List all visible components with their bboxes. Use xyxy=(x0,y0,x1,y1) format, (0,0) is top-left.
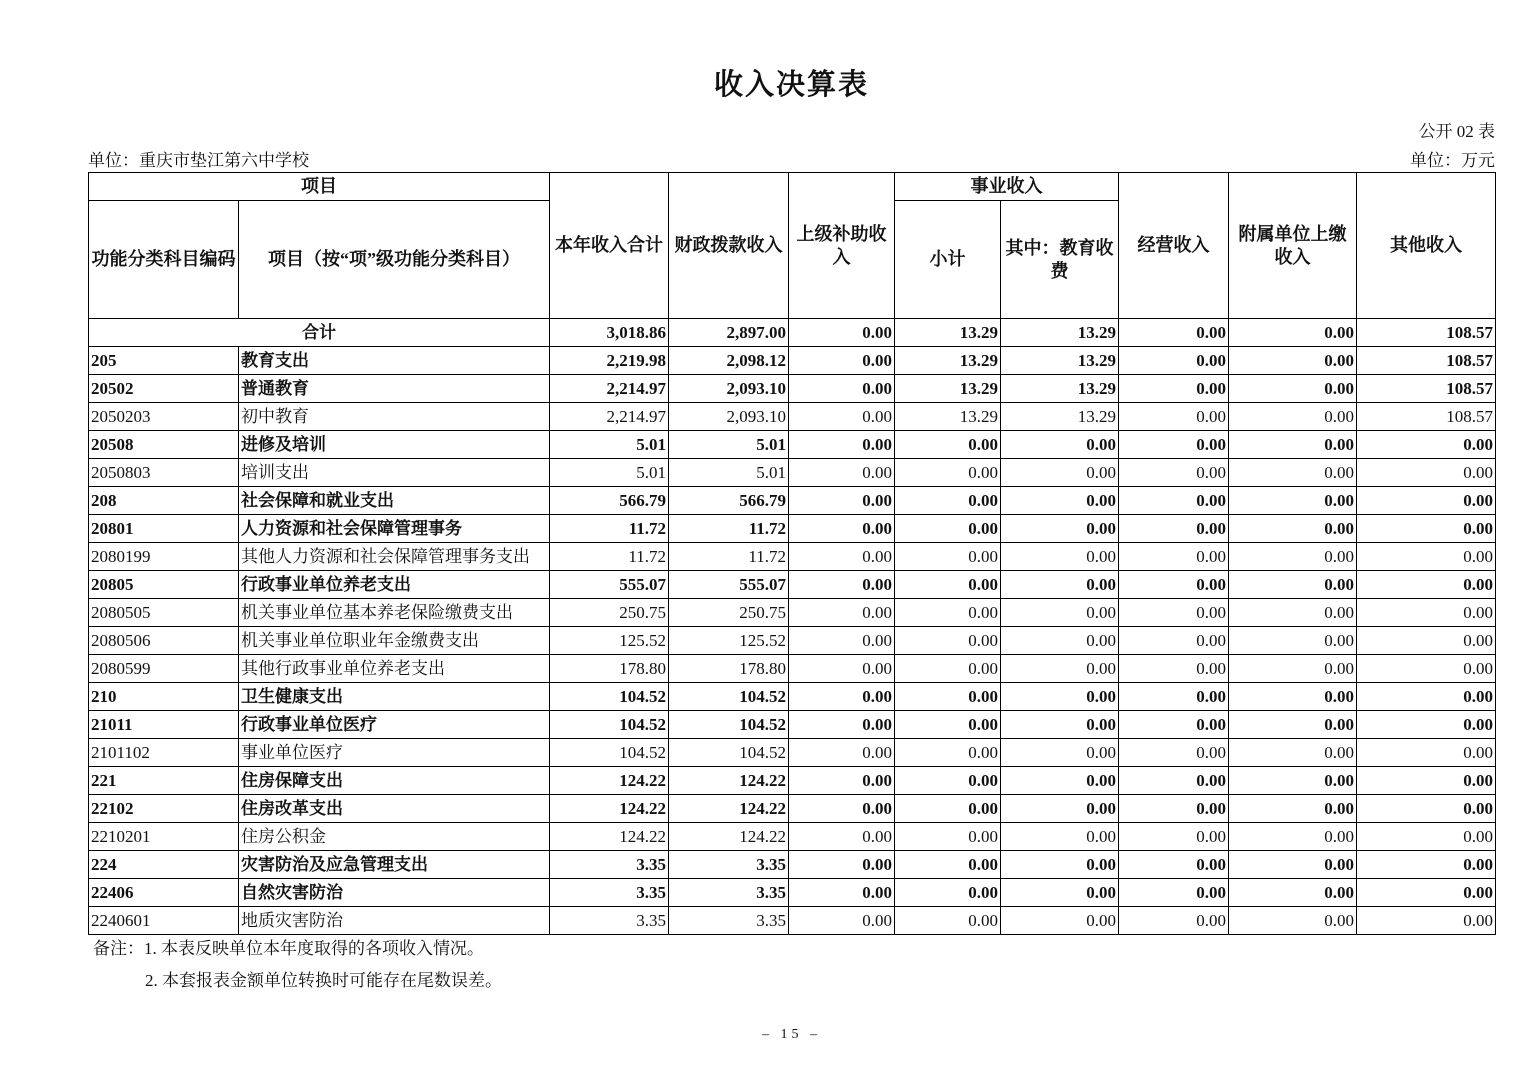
item-cell: 住房改革支出 xyxy=(239,795,550,823)
value-cell: 0.00 xyxy=(1119,627,1229,655)
footnotes xyxy=(93,940,502,1004)
value-cell: 0.00 xyxy=(789,431,895,459)
value-cell: 0.00 xyxy=(789,795,895,823)
value-cell: 0.00 xyxy=(1229,515,1357,543)
value-cell: 0.00 xyxy=(789,711,895,739)
value-cell: 2,093.10 xyxy=(669,375,789,403)
value-cell: 0.00 xyxy=(1357,655,1496,683)
value-cell: 0.00 xyxy=(1119,907,1229,935)
value-cell: 0.00 xyxy=(1229,543,1357,571)
item-cell: 机关事业单位职业年金缴费支出 xyxy=(239,627,550,655)
code-cell: 2050803 xyxy=(89,459,239,487)
value-cell: 108.57 xyxy=(1357,375,1496,403)
value-cell: 108.57 xyxy=(1357,403,1496,431)
value-cell: 13.29 xyxy=(895,319,1001,347)
value-cell: 0.00 xyxy=(789,347,895,375)
value-cell: 0.00 xyxy=(1229,571,1357,599)
value-cell: 3,018.86 xyxy=(550,319,669,347)
value-cell: 125.52 xyxy=(550,627,669,655)
value-cell: 0.00 xyxy=(1001,767,1119,795)
value-cell: 0.00 xyxy=(1119,543,1229,571)
income-table xyxy=(88,172,1496,935)
value-cell: 0.00 xyxy=(1357,571,1496,599)
value-cell: 0.00 xyxy=(1229,375,1357,403)
value-cell: 0.00 xyxy=(1119,487,1229,515)
value-cell: 0.00 xyxy=(1119,375,1229,403)
value-cell: 13.29 xyxy=(1001,403,1119,431)
value-cell: 0.00 xyxy=(1001,515,1119,543)
header-other: 其他收入 xyxy=(1357,173,1496,319)
table-header xyxy=(89,173,1496,319)
value-cell: 0.00 xyxy=(1357,739,1496,767)
value-cell: 3.35 xyxy=(669,851,789,879)
value-cell: 0.00 xyxy=(1001,851,1119,879)
value-cell: 178.80 xyxy=(550,655,669,683)
table-row xyxy=(89,823,1496,851)
value-cell: 13.29 xyxy=(1001,375,1119,403)
table-row xyxy=(89,655,1496,683)
code-cell: 22102 xyxy=(89,795,239,823)
value-cell: 0.00 xyxy=(1001,795,1119,823)
value-cell: 13.29 xyxy=(895,403,1001,431)
value-cell: 124.22 xyxy=(669,823,789,851)
form-label: 公开 02 表 xyxy=(1418,122,1495,141)
table-row xyxy=(89,683,1496,711)
item-cell: 社会保障和就业支出 xyxy=(239,487,550,515)
value-cell: 0.00 xyxy=(1001,627,1119,655)
value-cell: 108.57 xyxy=(1357,347,1496,375)
value-cell: 124.22 xyxy=(669,795,789,823)
value-cell: 0.00 xyxy=(789,767,895,795)
value-cell: 0.00 xyxy=(789,571,895,599)
value-cell: 0.00 xyxy=(895,851,1001,879)
value-cell: 0.00 xyxy=(895,711,1001,739)
item-cell: 灾害防治及应急管理支出 xyxy=(239,851,550,879)
note-1: 备注：1. 本表反映单位本年度取得的各项收入情况。 xyxy=(93,939,484,958)
header-edu-fee: 其中：教育收费 xyxy=(1001,201,1119,319)
code-cell: 2080599 xyxy=(89,655,239,683)
value-cell: 0.00 xyxy=(1119,347,1229,375)
value-cell: 0.00 xyxy=(1229,403,1357,431)
item-cell: 教育支出 xyxy=(239,347,550,375)
value-cell: 0.00 xyxy=(1119,851,1229,879)
item-cell: 地质灾害防治 xyxy=(239,907,550,935)
value-cell: 108.57 xyxy=(1357,319,1496,347)
page-number: – 15 – xyxy=(762,1027,821,1042)
table-row xyxy=(89,711,1496,739)
value-cell: 0.00 xyxy=(1357,515,1496,543)
item-cell: 机关事业单位基本养老保险缴费支出 xyxy=(239,599,550,627)
value-cell: 0.00 xyxy=(1119,515,1229,543)
value-cell: 250.75 xyxy=(550,599,669,627)
value-cell: 555.07 xyxy=(550,571,669,599)
value-cell: 566.79 xyxy=(669,487,789,515)
code-cell: 210 xyxy=(89,683,239,711)
value-cell: 0.00 xyxy=(1001,571,1119,599)
header-code: 功能分类科目编码 xyxy=(89,201,239,319)
value-cell: 3.35 xyxy=(669,907,789,935)
value-cell: 0.00 xyxy=(1119,655,1229,683)
value-cell: 0.00 xyxy=(1001,907,1119,935)
value-cell: 104.52 xyxy=(550,683,669,711)
value-cell: 0.00 xyxy=(895,543,1001,571)
value-cell: 104.52 xyxy=(550,711,669,739)
value-cell: 0.00 xyxy=(1001,711,1119,739)
value-cell: 5.01 xyxy=(669,459,789,487)
item-cell: 自然灾害防治 xyxy=(239,879,550,907)
value-cell: 0.00 xyxy=(1357,599,1496,627)
value-cell: 2,098.12 xyxy=(669,347,789,375)
value-cell: 0.00 xyxy=(1357,431,1496,459)
value-cell: 13.29 xyxy=(1001,319,1119,347)
value-cell: 2,214.97 xyxy=(550,375,669,403)
value-cell: 0.00 xyxy=(1119,823,1229,851)
value-cell: 0.00 xyxy=(1229,487,1357,515)
value-cell: 0.00 xyxy=(1357,879,1496,907)
value-cell: 0.00 xyxy=(789,823,895,851)
value-cell: 566.79 xyxy=(550,487,669,515)
value-cell: 2,214.97 xyxy=(550,403,669,431)
value-cell: 0.00 xyxy=(895,767,1001,795)
value-cell: 0.00 xyxy=(895,571,1001,599)
value-cell: 0.00 xyxy=(789,403,895,431)
value-cell: 0.00 xyxy=(895,795,1001,823)
code-cell: 2101102 xyxy=(89,739,239,767)
value-cell: 555.07 xyxy=(669,571,789,599)
value-cell: 0.00 xyxy=(1119,879,1229,907)
value-cell: 0.00 xyxy=(1229,319,1357,347)
value-cell: 0.00 xyxy=(1001,823,1119,851)
code-cell: 2080199 xyxy=(89,543,239,571)
value-cell: 0.00 xyxy=(1001,879,1119,907)
value-cell: 0.00 xyxy=(1357,851,1496,879)
unit-line xyxy=(88,146,1495,171)
value-cell: 0.00 xyxy=(895,599,1001,627)
code-cell: 221 xyxy=(89,767,239,795)
item-cell: 普通教育 xyxy=(239,375,550,403)
value-cell: 0.00 xyxy=(895,487,1001,515)
value-cell: 124.22 xyxy=(550,795,669,823)
value-cell: 0.00 xyxy=(1001,599,1119,627)
value-cell: 0.00 xyxy=(789,515,895,543)
value-cell: 0.00 xyxy=(1357,711,1496,739)
table-row xyxy=(89,543,1496,571)
value-cell: 0.00 xyxy=(1357,795,1496,823)
table-row xyxy=(89,319,1496,347)
value-cell: 13.29 xyxy=(895,347,1001,375)
note-2: 2. 本套报表金额单位转换时可能存在尾数误差。 xyxy=(145,971,502,990)
header-item-group: 项目 xyxy=(89,173,550,201)
value-cell: 0.00 xyxy=(1119,739,1229,767)
value-cell: 0.00 xyxy=(1229,823,1357,851)
code-cell: 2050203 xyxy=(89,403,239,431)
item-cell: 人力资源和社会保障管理事务 xyxy=(239,515,550,543)
value-cell: 3.35 xyxy=(550,879,669,907)
table-row xyxy=(89,347,1496,375)
item-cell: 其他人力资源和社会保障管理事务支出 xyxy=(239,543,550,571)
value-cell: 124.22 xyxy=(669,767,789,795)
code-cell: 208 xyxy=(89,487,239,515)
value-cell: 178.80 xyxy=(669,655,789,683)
table-row xyxy=(89,739,1496,767)
value-cell: 11.72 xyxy=(550,543,669,571)
code-cell: 2080505 xyxy=(89,599,239,627)
item-cell: 其他行政事业单位养老支出 xyxy=(239,655,550,683)
item-cell: 培训支出 xyxy=(239,459,550,487)
item-cell: 住房公积金 xyxy=(239,823,550,851)
table-row xyxy=(89,375,1496,403)
value-cell: 0.00 xyxy=(1229,655,1357,683)
value-cell: 104.52 xyxy=(669,711,789,739)
page-title: 收入决算表 xyxy=(713,69,869,101)
item-cell: 初中教育 xyxy=(239,403,550,431)
value-cell: 3.35 xyxy=(550,907,669,935)
header-total: 本年收入合计 xyxy=(550,173,669,319)
value-cell: 0.00 xyxy=(1357,767,1496,795)
item-cell: 住房保障支出 xyxy=(239,767,550,795)
value-cell: 0.00 xyxy=(1001,543,1119,571)
item-cell: 事业单位医疗 xyxy=(239,739,550,767)
value-cell: 2,219.98 xyxy=(550,347,669,375)
table-row xyxy=(89,795,1496,823)
value-cell: 0.00 xyxy=(1229,851,1357,879)
value-cell: 0.00 xyxy=(1119,319,1229,347)
value-cell: 0.00 xyxy=(1357,683,1496,711)
value-cell: 0.00 xyxy=(1229,431,1357,459)
header-operating: 经营收入 xyxy=(1119,173,1229,319)
value-cell: 0.00 xyxy=(895,627,1001,655)
code-cell: 224 xyxy=(89,851,239,879)
value-cell: 0.00 xyxy=(789,627,895,655)
code-cell: 205 xyxy=(89,347,239,375)
value-cell: 0.00 xyxy=(789,907,895,935)
value-cell: 0.00 xyxy=(1229,879,1357,907)
value-cell: 0.00 xyxy=(895,459,1001,487)
header-business-group: 事业收入 xyxy=(895,173,1119,201)
value-cell: 0.00 xyxy=(895,739,1001,767)
value-cell: 0.00 xyxy=(789,599,895,627)
value-cell: 104.52 xyxy=(669,683,789,711)
table-row xyxy=(89,403,1496,431)
value-cell: 0.00 xyxy=(789,655,895,683)
code-cell: 2210201 xyxy=(89,823,239,851)
value-cell: 2,897.00 xyxy=(669,319,789,347)
value-cell: 0.00 xyxy=(1001,683,1119,711)
value-cell: 3.35 xyxy=(550,851,669,879)
value-cell: 0.00 xyxy=(895,879,1001,907)
value-cell: 0.00 xyxy=(1119,599,1229,627)
table-row xyxy=(89,571,1496,599)
value-cell: 0.00 xyxy=(1229,711,1357,739)
table-row xyxy=(89,487,1496,515)
currency-unit: 单位：万元 xyxy=(1410,151,1495,170)
value-cell: 0.00 xyxy=(1357,907,1496,935)
value-cell: 0.00 xyxy=(895,655,1001,683)
value-cell: 0.00 xyxy=(1001,655,1119,683)
table-row xyxy=(89,459,1496,487)
value-cell: 11.72 xyxy=(550,515,669,543)
value-cell: 3.35 xyxy=(669,879,789,907)
reporting-unit: 单位：重庆市垫江第六中学校 xyxy=(88,151,309,170)
value-cell: 0.00 xyxy=(1229,739,1357,767)
value-cell: 0.00 xyxy=(1229,907,1357,935)
table-row xyxy=(89,431,1496,459)
item-cell: 进修及培训 xyxy=(239,431,550,459)
value-cell: 11.72 xyxy=(669,543,789,571)
table-row xyxy=(89,627,1496,655)
value-cell: 0.00 xyxy=(789,375,895,403)
value-cell: 0.00 xyxy=(895,431,1001,459)
value-cell: 250.75 xyxy=(669,599,789,627)
header-affiliated: 附属单位上缴收入 xyxy=(1229,173,1357,319)
table-row xyxy=(89,851,1496,879)
value-cell: 0.00 xyxy=(789,487,895,515)
item-merged-cell: 合计 xyxy=(89,319,550,347)
value-cell: 0.00 xyxy=(1119,711,1229,739)
value-cell: 13.29 xyxy=(1001,347,1119,375)
value-cell: 0.00 xyxy=(789,459,895,487)
item-cell: 行政事业单位养老支出 xyxy=(239,571,550,599)
value-cell: 0.00 xyxy=(1001,431,1119,459)
code-cell: 2080506 xyxy=(89,627,239,655)
value-cell: 0.00 xyxy=(789,683,895,711)
value-cell: 0.00 xyxy=(1229,683,1357,711)
table-row xyxy=(89,767,1496,795)
value-cell: 13.29 xyxy=(895,375,1001,403)
value-cell: 0.00 xyxy=(1001,739,1119,767)
table-body xyxy=(89,319,1496,935)
code-cell: 20508 xyxy=(89,431,239,459)
value-cell: 0.00 xyxy=(1119,459,1229,487)
header-item: 项目（按“项”级功能分类科目） xyxy=(239,201,550,319)
item-cell: 行政事业单位医疗 xyxy=(239,711,550,739)
value-cell: 0.00 xyxy=(1229,795,1357,823)
value-cell: 0.00 xyxy=(789,851,895,879)
value-cell: 104.52 xyxy=(669,739,789,767)
value-cell: 0.00 xyxy=(789,319,895,347)
value-cell: 0.00 xyxy=(895,823,1001,851)
value-cell: 0.00 xyxy=(1229,347,1357,375)
value-cell: 0.00 xyxy=(1357,627,1496,655)
value-cell: 0.00 xyxy=(1001,487,1119,515)
item-cell: 卫生健康支出 xyxy=(239,683,550,711)
value-cell: 0.00 xyxy=(1357,823,1496,851)
code-cell: 21011 xyxy=(89,711,239,739)
code-cell: 20805 xyxy=(89,571,239,599)
value-cell: 0.00 xyxy=(895,907,1001,935)
value-cell: 0.00 xyxy=(789,543,895,571)
value-cell: 0.00 xyxy=(1229,599,1357,627)
value-cell: 0.00 xyxy=(1119,431,1229,459)
value-cell: 0.00 xyxy=(1357,543,1496,571)
value-cell: 11.72 xyxy=(669,515,789,543)
value-cell: 0.00 xyxy=(1357,459,1496,487)
table-row xyxy=(89,599,1496,627)
value-cell: 5.01 xyxy=(669,431,789,459)
value-cell: 125.52 xyxy=(669,627,789,655)
code-cell: 22406 xyxy=(89,879,239,907)
value-cell: 0.00 xyxy=(1119,795,1229,823)
value-cell: 0.00 xyxy=(1229,627,1357,655)
value-cell: 0.00 xyxy=(1119,767,1229,795)
value-cell: 0.00 xyxy=(1229,767,1357,795)
table-row xyxy=(89,879,1496,907)
value-cell: 0.00 xyxy=(895,515,1001,543)
value-cell: 124.22 xyxy=(550,767,669,795)
value-cell: 0.00 xyxy=(789,879,895,907)
table-row xyxy=(89,907,1496,935)
header-superior: 上级补助收入 xyxy=(789,173,895,319)
value-cell: 0.00 xyxy=(1001,459,1119,487)
code-cell: 20502 xyxy=(89,375,239,403)
value-cell: 5.01 xyxy=(550,459,669,487)
value-cell: 0.00 xyxy=(789,739,895,767)
code-cell: 2240601 xyxy=(89,907,239,935)
value-cell: 0.00 xyxy=(1119,571,1229,599)
table-row xyxy=(89,515,1496,543)
value-cell: 0.00 xyxy=(1229,459,1357,487)
value-cell: 0.00 xyxy=(1357,487,1496,515)
value-cell: 0.00 xyxy=(895,683,1001,711)
value-cell: 5.01 xyxy=(550,431,669,459)
value-cell: 124.22 xyxy=(550,823,669,851)
value-cell: 2,093.10 xyxy=(669,403,789,431)
header-subtotal: 小计 xyxy=(895,201,1001,319)
value-cell: 0.00 xyxy=(1119,683,1229,711)
header-fiscal: 财政拨款收入 xyxy=(669,173,789,319)
code-cell: 20801 xyxy=(89,515,239,543)
value-cell: 0.00 xyxy=(1119,403,1229,431)
value-cell: 104.52 xyxy=(550,739,669,767)
